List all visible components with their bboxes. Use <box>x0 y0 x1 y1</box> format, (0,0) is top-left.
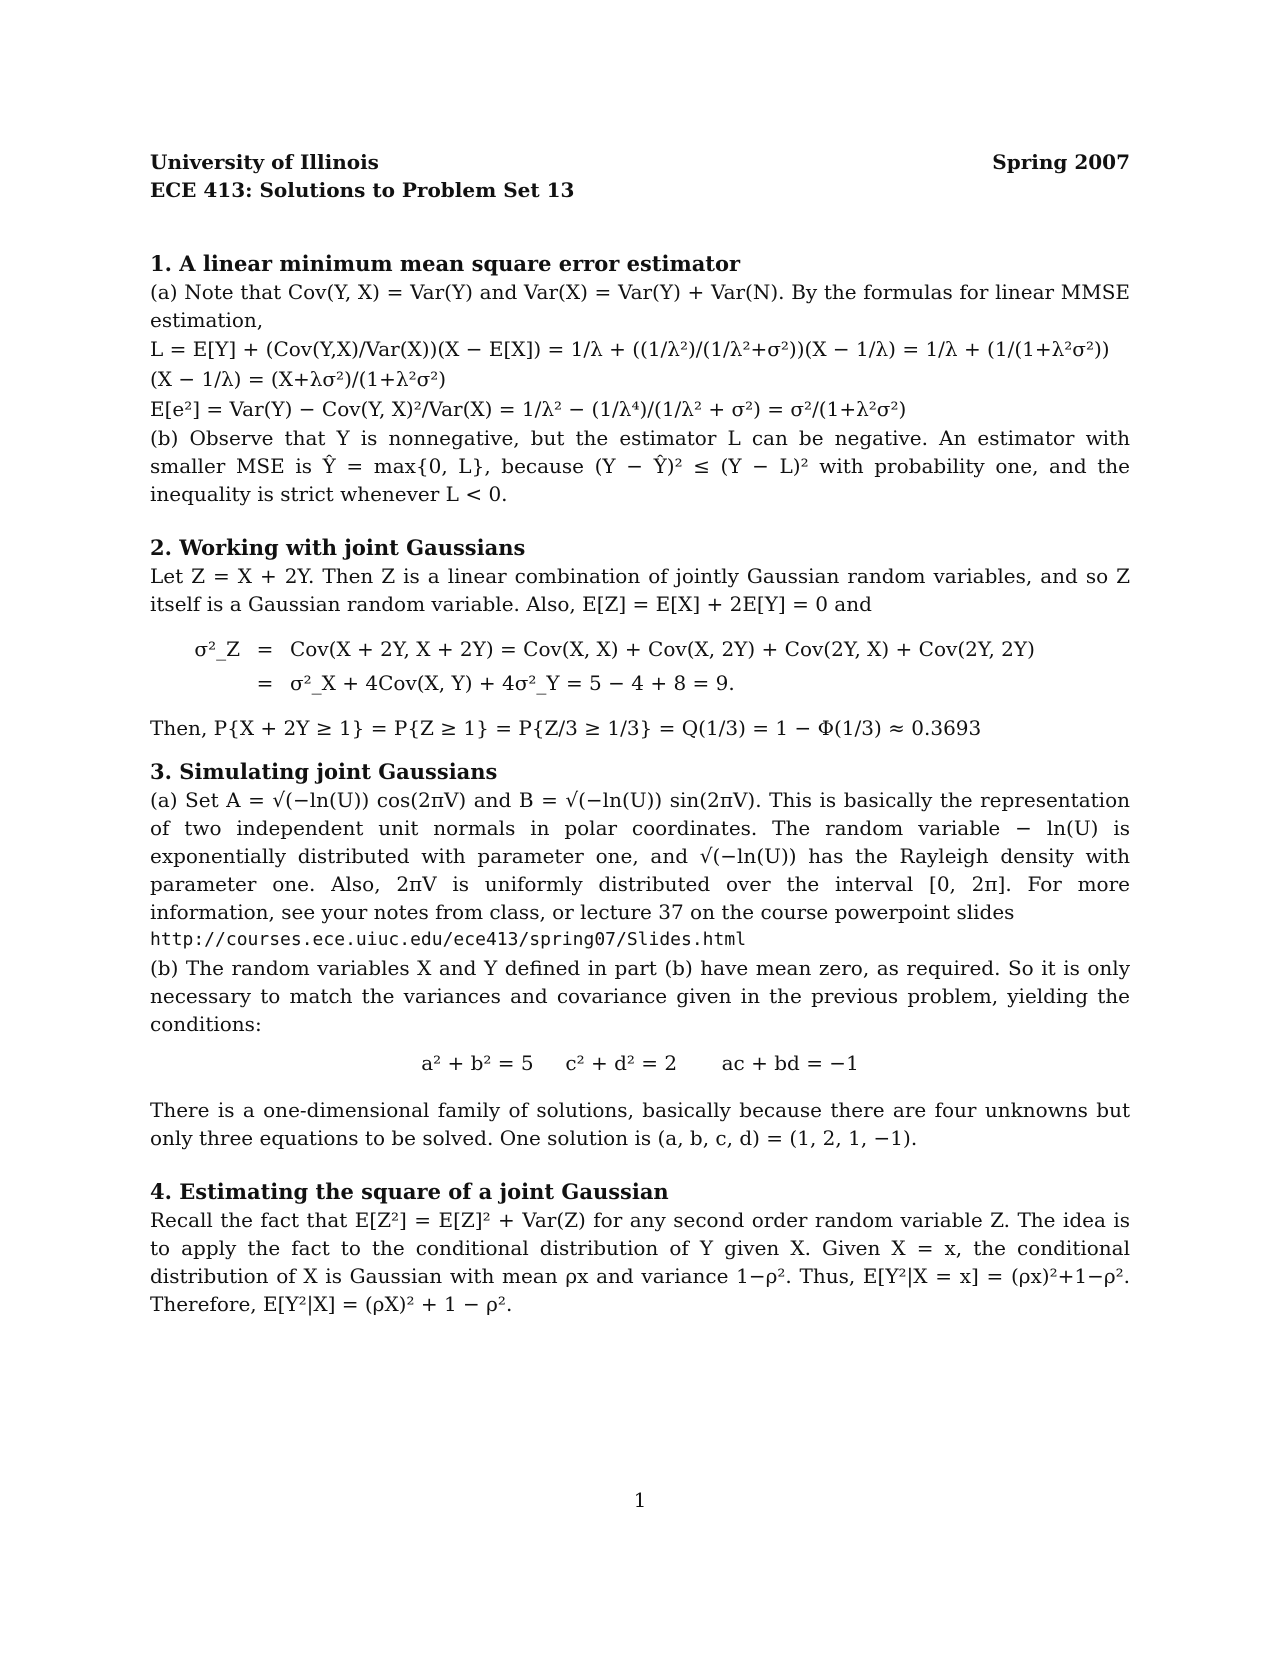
section-3 <box>150 758 1130 1152</box>
header-row <box>150 148 1130 176</box>
section-2-display <box>190 632 1130 700</box>
section-2 <box>150 534 1130 742</box>
section-1-title: 1. A linear minimum mean square error estimator <box>150 251 741 276</box>
section-1-eq1: L = E[Y] + (Cov(Y,X)/Var(X))(X − E[X]) = 1/λ + ((1/λ²)/(1/λ²+σ²))(X − 1/λ) = 1/λ + (1/(1+λ²σ²))(X − 1/λ) = (X+λσ²)/(1+λ²σ²) <box>150 337 1110 391</box>
section-1 <box>150 250 1130 508</box>
section-3-title: 3. Simulating joint Gaussians <box>150 759 498 784</box>
section-2-para: Let Z = X + 2Y. Then Z is a linear combination of jointly Gaussian random variables, and so Z itself is a Gaussian random variable. Also, E[Z] = E[X] + 2E[Y] = 0 and <box>150 564 1130 616</box>
section-3-para-a: (a) Set A = √(−ln(U)) cos(2πV) and B = √(−ln(U)) sin(2πV). This is basically the representation of two independent unit normals in polar coordinates. The random variable − ln(U) is exponentially distributed with parameter one, and √(−ln(U)) has the Rayleigh density with parameter one. Also, 2πV is uniformly distributed over the interval [0, 2π]. For more information, see your notes from class, or lecture 37 on the course powerpoint slides <box>150 788 1130 924</box>
section-1-para-a: (a) Note that Cov(Y, X) = Var(Y) and Var(X) = Var(Y) + Var(N). By the formulas for linear MMSE estimation, <box>150 280 1130 332</box>
section-1-para-b: (b) Observe that Y is nonnegative, but the estimator L can be negative. An estimator with smaller MSE is Ŷ = max{0, L}, because (Y − Ŷ)² ≤ (Y − L)² with probability one, and the inequality is strict whenever L < 0. <box>150 426 1130 506</box>
section-3-para-b: (b) The random variables X and Y defined in part (b) have mean zero, as required. So it is only necessary to match the variances and covariance given in the previous problem, yielding the conditions: <box>150 956 1130 1036</box>
section-3-conditions: a² + b² = 5 c² + d² = 2 ac + bd = −1 <box>421 1051 859 1075</box>
display-row-1: Cov(X + 2Y, X + 2Y) = Cov(X, X) + Cov(X, 2Y) + Cov(2Y, X) + Cov(2Y, 2Y) <box>290 637 1035 661</box>
display-lhs: σ²_Z <box>194 637 240 661</box>
display-eq-2: = <box>256 671 274 695</box>
section-2-then: Then, P{X + 2Y ≥ 1} = P{Z ≥ 1} = P{Z/3 ≥ 1/3} = Q(1/3) = 1 − Φ(1/3) ≈ 0.3693 <box>150 716 982 740</box>
slides-url: http://courses.ece.uiuc.edu/ece413/spring07/Slides.html <box>150 929 747 950</box>
display-eq-1: = <box>256 637 274 661</box>
section-4 <box>150 1178 1130 1318</box>
page-number: 1 <box>633 1488 647 1512</box>
document-title: ECE 413: Solutions to Problem Set 13 <box>150 178 575 202</box>
university-name: University of Illinois <box>150 150 379 174</box>
section-3-para-c: There is a one-dimensional family of solutions, basically because there are four unknowns but only three equations to be solved. One solution is (a, b, c, d) = (1, 2, 1, −1). <box>150 1098 1130 1150</box>
term: Spring 2007 <box>992 150 1130 174</box>
section-4-title: 4. Estimating the square of a joint Gaussian <box>150 1179 669 1204</box>
section-1-eq2: E[e²] = Var(Y) − Cov(Y, X)²/Var(X) = 1/λ² − (1/λ⁴)/(1/λ² + σ²) = σ²/(1+λ²σ²) <box>150 397 907 421</box>
section-2-title: 2. Working with joint Gaussians <box>150 535 526 560</box>
section-4-para: Recall the fact that E[Z²] = E[Z]² + Var(Z) for any second order random variable Z. The idea is to apply the fact to the conditional distribution of Y given X. Given X = x, the conditional distribution of X is Gaussian with mean ρx and variance 1−ρ². Thus, E[Y²|X = x] = (ρx)²+1−ρ². Therefore, E[Y²|X] = (ρX)² + 1 − ρ². <box>150 1208 1130 1316</box>
display-row-2: σ²_X + 4Cov(X, Y) + 4σ²_Y = 5 − 4 + 8 = 9. <box>290 671 735 695</box>
document-page <box>150 148 1130 1318</box>
